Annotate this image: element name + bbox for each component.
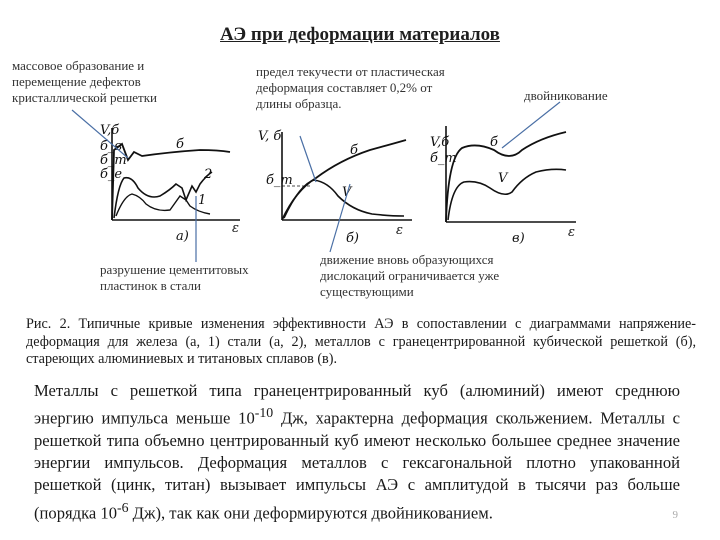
panel-c bbox=[430, 126, 576, 246]
panel-a-x-label: ε bbox=[232, 221, 239, 236]
panel-b-x-label: ε bbox=[396, 223, 403, 238]
body-paragraph bbox=[34, 380, 680, 524]
body-exponent-1: -10 bbox=[254, 405, 274, 421]
page-number: 9 bbox=[672, 509, 678, 521]
body-part-3: Дж), так как они деформируются двойникованием. bbox=[128, 503, 493, 523]
panel-a-tag: а) bbox=[176, 229, 189, 244]
panel-b bbox=[258, 129, 412, 246]
panel-c-sigma-label: б bbox=[490, 135, 498, 150]
panel-c-v-label: V bbox=[498, 171, 508, 186]
body-exponent-2: -6 bbox=[117, 499, 129, 515]
panel-b-stress-curve bbox=[282, 140, 406, 220]
slide-title: АЭ при деформации материалов bbox=[220, 24, 500, 45]
panel-a-sigma-label: б bbox=[176, 137, 184, 152]
panel-b-y-label: V, б bbox=[258, 129, 282, 144]
pointer-twinning bbox=[502, 102, 560, 148]
callout-pointers bbox=[72, 102, 560, 262]
callout-cementite-fracture: разрушение цементитовых пластинок в стали bbox=[100, 262, 249, 293]
panel-a-sb-label: б_в bbox=[100, 139, 123, 154]
body-part-1: Металлы с решеткой типа гранецентрированный куб (алюминий) имеют среднюю энергию импульса меньше 10 bbox=[34, 381, 680, 428]
panel-a-st-label: б_т bbox=[100, 153, 127, 168]
panel-a-curve-2-label: 2 bbox=[204, 167, 213, 182]
panel-b-st-label: б_т bbox=[266, 173, 293, 188]
callout-defect-formation: массовое образование и перемещение дефектов кристаллической решетки bbox=[12, 58, 157, 105]
figure-caption: Рис. 2. Типичные кривые изменения эффективности АЭ в сопоставлении с диаграммами напряжение-деформация для железа (а, 1) стали (а, 2), металлов с гранецентрированной кубической решеткой (б), стареющих алюминиевых и титановых сплавов (в). bbox=[26, 316, 696, 367]
panel-a bbox=[100, 123, 240, 244]
panel-c-st-label: б_т bbox=[430, 151, 457, 166]
panel-c-x-label: ε bbox=[568, 225, 575, 240]
panel-b-tag: б) bbox=[346, 231, 360, 246]
panel-b-v-label: V bbox=[342, 185, 352, 200]
panel-a-curve-1-label: 1 bbox=[198, 193, 207, 208]
panel-b-sigma-label: б bbox=[350, 143, 358, 158]
pointer-yield bbox=[300, 136, 316, 182]
panel-a-se-label: б_е bbox=[100, 167, 123, 182]
callout-dislocation-motion: движение вновь образующихся дислокаций ограничивается уже существующими bbox=[320, 252, 500, 299]
panel-c-y-label: V,б bbox=[430, 135, 450, 150]
panel-c-tag: в) bbox=[512, 231, 525, 246]
body-part-2: Дж, характерна деформация скольжением. Металлы с решеткой типа объемно центрированный куб имеют несколько большее среднее значение энергии импульсов. Деформация металлов с гексагональной плотно упакованной решеткой (цинк, титан) вызывает импульсы АЭ с амплитудой в тысячи раз больше (порядка 10 bbox=[34, 408, 680, 523]
callout-yield-strength: предел текучести от пластическая деформация составляет 0,2% от длины образца. bbox=[256, 64, 445, 111]
callout-twinning: двойникование bbox=[524, 88, 608, 103]
panel-a-y-label: V,б bbox=[100, 123, 120, 138]
